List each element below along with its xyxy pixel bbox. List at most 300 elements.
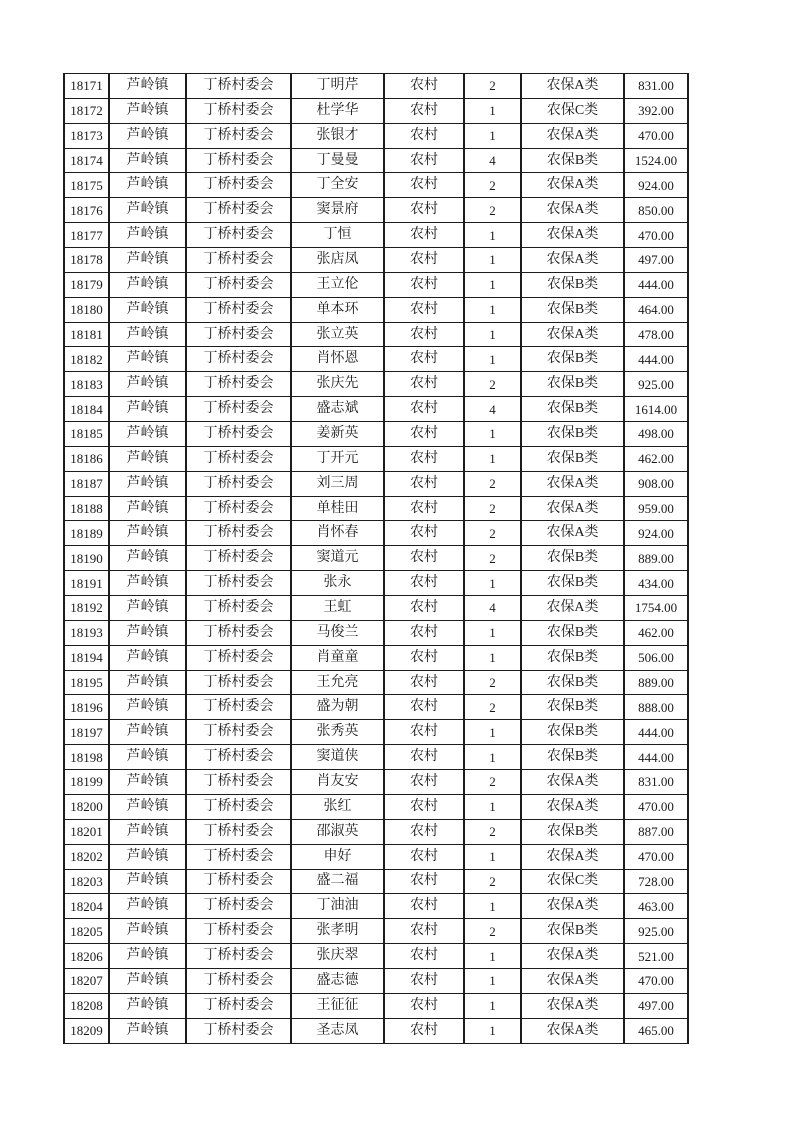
cell-village: 丁桥村委会 xyxy=(186,620,291,645)
cell-id: 18197 xyxy=(64,720,109,745)
table-row xyxy=(64,397,688,422)
cell-name: 张孝明 xyxy=(291,919,384,944)
cell-amount: 497.00 xyxy=(624,993,688,1018)
table-row xyxy=(64,422,688,447)
cell-amount: 1754.00 xyxy=(624,596,688,621)
cell-type: 农村 xyxy=(384,794,464,819)
cell-name: 马俊兰 xyxy=(291,620,384,645)
cell-name: 姜新英 xyxy=(291,422,384,447)
cell-id: 18190 xyxy=(64,546,109,571)
table-row xyxy=(64,347,688,372)
table-row xyxy=(64,198,688,223)
cell-id: 18193 xyxy=(64,620,109,645)
cell-amount: 462.00 xyxy=(624,620,688,645)
cell-id: 18191 xyxy=(64,571,109,596)
cell-type: 农村 xyxy=(384,596,464,621)
cell-name: 张立英 xyxy=(291,322,384,347)
cell-type: 农村 xyxy=(384,695,464,720)
cell-amount: 831.00 xyxy=(624,770,688,795)
table-row xyxy=(64,297,688,322)
cell-type: 农村 xyxy=(384,297,464,322)
cell-town: 芦岭镇 xyxy=(109,944,186,969)
cell-name: 王虹 xyxy=(291,596,384,621)
cell-town: 芦岭镇 xyxy=(109,794,186,819)
cell-village: 丁桥村委会 xyxy=(186,944,291,969)
table-row xyxy=(64,645,688,670)
cell-amount: 889.00 xyxy=(624,670,688,695)
cell-type: 农村 xyxy=(384,173,464,198)
table-row xyxy=(64,123,688,148)
cell-town: 芦岭镇 xyxy=(109,74,186,99)
cell-town: 芦岭镇 xyxy=(109,745,186,770)
cell-name: 丁开元 xyxy=(291,446,384,471)
cell-category: 农保C类 xyxy=(521,98,624,123)
cell-village: 丁桥村委会 xyxy=(186,198,291,223)
cell-town: 芦岭镇 xyxy=(109,571,186,596)
cell-id: 18194 xyxy=(64,645,109,670)
table-row xyxy=(64,496,688,521)
cell-id: 18171 xyxy=(64,74,109,99)
cell-town: 芦岭镇 xyxy=(109,347,186,372)
cell-id: 18198 xyxy=(64,745,109,770)
cell-category: 农保A类 xyxy=(521,198,624,223)
cell-town: 芦岭镇 xyxy=(109,819,186,844)
cell-amount: 924.00 xyxy=(624,173,688,198)
table-row xyxy=(64,695,688,720)
cell-id: 18206 xyxy=(64,944,109,969)
cell-id: 18196 xyxy=(64,695,109,720)
cell-count: 1 xyxy=(464,347,521,372)
cell-type: 农村 xyxy=(384,670,464,695)
cell-town: 芦岭镇 xyxy=(109,297,186,322)
table-row xyxy=(64,521,688,546)
cell-name: 窦道元 xyxy=(291,546,384,571)
table-row xyxy=(64,720,688,745)
cell-id: 18205 xyxy=(64,919,109,944)
cell-type: 农村 xyxy=(384,894,464,919)
cell-town: 芦岭镇 xyxy=(109,720,186,745)
cell-name: 丁曼曼 xyxy=(291,148,384,173)
cell-amount: 497.00 xyxy=(624,248,688,273)
cell-count: 1 xyxy=(464,422,521,447)
cell-id: 18200 xyxy=(64,794,109,819)
cell-type: 农村 xyxy=(384,869,464,894)
cell-category: 农保A类 xyxy=(521,968,624,993)
cell-id: 18185 xyxy=(64,422,109,447)
cell-category: 农保A类 xyxy=(521,223,624,248)
table-row xyxy=(64,894,688,919)
cell-category: 农保B类 xyxy=(521,645,624,670)
cell-type: 农村 xyxy=(384,148,464,173)
cell-name: 张庆翠 xyxy=(291,944,384,969)
cell-amount: 925.00 xyxy=(624,919,688,944)
cell-id: 18195 xyxy=(64,670,109,695)
cell-amount: 924.00 xyxy=(624,521,688,546)
cell-village: 丁桥村委会 xyxy=(186,993,291,1018)
cell-village: 丁桥村委会 xyxy=(186,745,291,770)
cell-village: 丁桥村委会 xyxy=(186,272,291,297)
table-row xyxy=(64,446,688,471)
cell-type: 农村 xyxy=(384,968,464,993)
table-row xyxy=(64,471,688,496)
cell-category: 农保B类 xyxy=(521,670,624,695)
table-row xyxy=(64,272,688,297)
cell-town: 芦岭镇 xyxy=(109,198,186,223)
cell-village: 丁桥村委会 xyxy=(186,123,291,148)
cell-count: 1 xyxy=(464,248,521,273)
table-row xyxy=(64,74,688,99)
cell-village: 丁桥村委会 xyxy=(186,322,291,347)
cell-count: 1 xyxy=(464,645,521,670)
cell-count: 2 xyxy=(464,546,521,571)
cell-type: 农村 xyxy=(384,620,464,645)
cell-town: 芦岭镇 xyxy=(109,372,186,397)
cell-category: 农保B类 xyxy=(521,695,624,720)
cell-category: 农保B类 xyxy=(521,422,624,447)
cell-amount: 521.00 xyxy=(624,944,688,969)
cell-id: 18208 xyxy=(64,993,109,1018)
cell-id: 18173 xyxy=(64,123,109,148)
cell-id: 18201 xyxy=(64,819,109,844)
cell-town: 芦岭镇 xyxy=(109,645,186,670)
table-row xyxy=(64,944,688,969)
table-row xyxy=(64,372,688,397)
cell-amount: 908.00 xyxy=(624,471,688,496)
cell-village: 丁桥村委会 xyxy=(186,521,291,546)
table-row xyxy=(64,98,688,123)
cell-count: 1 xyxy=(464,322,521,347)
cell-village: 丁桥村委会 xyxy=(186,670,291,695)
cell-amount: 888.00 xyxy=(624,695,688,720)
cell-name: 肖怀春 xyxy=(291,521,384,546)
cell-count: 2 xyxy=(464,695,521,720)
cell-amount: 444.00 xyxy=(624,745,688,770)
cell-count: 2 xyxy=(464,521,521,546)
cell-town: 芦岭镇 xyxy=(109,148,186,173)
cell-name: 盛志德 xyxy=(291,968,384,993)
cell-category: 农保B类 xyxy=(521,272,624,297)
cell-town: 芦岭镇 xyxy=(109,1018,186,1043)
cell-amount: 463.00 xyxy=(624,894,688,919)
cell-count: 1 xyxy=(464,98,521,123)
cell-id: 18189 xyxy=(64,521,109,546)
cell-category: 农保A类 xyxy=(521,123,624,148)
cell-type: 农村 xyxy=(384,74,464,99)
cell-count: 2 xyxy=(464,198,521,223)
cell-type: 农村 xyxy=(384,123,464,148)
cell-category: 农保B类 xyxy=(521,745,624,770)
cell-type: 农村 xyxy=(384,1018,464,1043)
cell-amount: 470.00 xyxy=(624,223,688,248)
cell-name: 申好 xyxy=(291,844,384,869)
cell-category: 农保B类 xyxy=(521,446,624,471)
cell-name: 丁全安 xyxy=(291,173,384,198)
cell-amount: 1524.00 xyxy=(624,148,688,173)
cell-amount: 728.00 xyxy=(624,869,688,894)
cell-id: 18174 xyxy=(64,148,109,173)
records-table-body xyxy=(64,74,688,1044)
cell-type: 农村 xyxy=(384,521,464,546)
cell-amount: 470.00 xyxy=(624,794,688,819)
cell-town: 芦岭镇 xyxy=(109,620,186,645)
cell-category: 农保A类 xyxy=(521,844,624,869)
cell-village: 丁桥村委会 xyxy=(186,347,291,372)
table-row xyxy=(64,968,688,993)
cell-town: 芦岭镇 xyxy=(109,993,186,1018)
table-row xyxy=(64,620,688,645)
cell-village: 丁桥村委会 xyxy=(186,645,291,670)
cell-town: 芦岭镇 xyxy=(109,397,186,422)
cell-category: 农保A类 xyxy=(521,173,624,198)
cell-count: 1 xyxy=(464,446,521,471)
cell-amount: 887.00 xyxy=(624,819,688,844)
table-row xyxy=(64,248,688,273)
cell-count: 1 xyxy=(464,571,521,596)
cell-type: 农村 xyxy=(384,248,464,273)
cell-amount: 464.00 xyxy=(624,297,688,322)
cell-category: 农保B类 xyxy=(521,297,624,322)
cell-category: 农保B类 xyxy=(521,571,624,596)
cell-name: 王允亮 xyxy=(291,670,384,695)
cell-town: 芦岭镇 xyxy=(109,670,186,695)
cell-amount: 444.00 xyxy=(624,347,688,372)
cell-id: 18183 xyxy=(64,372,109,397)
cell-name: 张秀英 xyxy=(291,720,384,745)
cell-village: 丁桥村委会 xyxy=(186,571,291,596)
cell-count: 1 xyxy=(464,720,521,745)
cell-count: 1 xyxy=(464,745,521,770)
cell-name: 丁明芹 xyxy=(291,74,384,99)
cell-name: 盛志斌 xyxy=(291,397,384,422)
cell-count: 1 xyxy=(464,123,521,148)
cell-town: 芦岭镇 xyxy=(109,446,186,471)
cell-village: 丁桥村委会 xyxy=(186,546,291,571)
cell-id: 18188 xyxy=(64,496,109,521)
cell-village: 丁桥村委会 xyxy=(186,770,291,795)
cell-category: 农保A类 xyxy=(521,74,624,99)
table-row xyxy=(64,745,688,770)
cell-amount: 498.00 xyxy=(624,422,688,447)
cell-village: 丁桥村委会 xyxy=(186,968,291,993)
cell-category: 农保A类 xyxy=(521,894,624,919)
cell-village: 丁桥村委会 xyxy=(186,98,291,123)
cell-type: 农村 xyxy=(384,819,464,844)
cell-town: 芦岭镇 xyxy=(109,894,186,919)
cell-village: 丁桥村委会 xyxy=(186,74,291,99)
cell-count: 2 xyxy=(464,74,521,99)
cell-id: 18184 xyxy=(64,397,109,422)
table-row xyxy=(64,223,688,248)
table-row xyxy=(64,596,688,621)
cell-type: 农村 xyxy=(384,198,464,223)
cell-type: 农村 xyxy=(384,645,464,670)
cell-village: 丁桥村委会 xyxy=(186,919,291,944)
cell-name: 窦景府 xyxy=(291,198,384,223)
cell-id: 18187 xyxy=(64,471,109,496)
cell-count: 2 xyxy=(464,173,521,198)
cell-id: 18172 xyxy=(64,98,109,123)
cell-village: 丁桥村委会 xyxy=(186,596,291,621)
cell-name: 张庆先 xyxy=(291,372,384,397)
cell-count: 1 xyxy=(464,1018,521,1043)
cell-town: 芦岭镇 xyxy=(109,695,186,720)
cell-id: 18176 xyxy=(64,198,109,223)
cell-amount: 465.00 xyxy=(624,1018,688,1043)
cell-village: 丁桥村委会 xyxy=(186,422,291,447)
table-row xyxy=(64,670,688,695)
cell-town: 芦岭镇 xyxy=(109,422,186,447)
cell-amount: 889.00 xyxy=(624,546,688,571)
cell-amount: 470.00 xyxy=(624,123,688,148)
cell-count: 4 xyxy=(464,148,521,173)
cell-village: 丁桥村委会 xyxy=(186,372,291,397)
cell-type: 农村 xyxy=(384,471,464,496)
cell-amount: 925.00 xyxy=(624,372,688,397)
table-row xyxy=(64,919,688,944)
table-row xyxy=(64,148,688,173)
cell-id: 18178 xyxy=(64,248,109,273)
cell-count: 2 xyxy=(464,919,521,944)
cell-town: 芦岭镇 xyxy=(109,596,186,621)
cell-type: 农村 xyxy=(384,919,464,944)
cell-count: 2 xyxy=(464,471,521,496)
cell-id: 18186 xyxy=(64,446,109,471)
cell-type: 农村 xyxy=(384,223,464,248)
cell-name: 张银才 xyxy=(291,123,384,148)
cell-count: 2 xyxy=(464,819,521,844)
cell-town: 芦岭镇 xyxy=(109,248,186,273)
cell-name: 盛二福 xyxy=(291,869,384,894)
cell-village: 丁桥村委会 xyxy=(186,297,291,322)
cell-type: 农村 xyxy=(384,944,464,969)
cell-name: 张永 xyxy=(291,571,384,596)
cell-town: 芦岭镇 xyxy=(109,770,186,795)
cell-amount: 506.00 xyxy=(624,645,688,670)
cell-count: 2 xyxy=(464,372,521,397)
cell-category: 农保B类 xyxy=(521,347,624,372)
cell-category: 农保A类 xyxy=(521,1018,624,1043)
cell-type: 农村 xyxy=(384,993,464,1018)
cell-count: 1 xyxy=(464,272,521,297)
cell-name: 肖怀恩 xyxy=(291,347,384,372)
cell-amount: 444.00 xyxy=(624,720,688,745)
cell-village: 丁桥村委会 xyxy=(186,1018,291,1043)
cell-type: 农村 xyxy=(384,446,464,471)
cell-type: 农村 xyxy=(384,422,464,447)
cell-village: 丁桥村委会 xyxy=(186,695,291,720)
cell-village: 丁桥村委会 xyxy=(186,223,291,248)
table-row xyxy=(64,1018,688,1043)
cell-town: 芦岭镇 xyxy=(109,844,186,869)
cell-name: 单本环 xyxy=(291,297,384,322)
cell-type: 农村 xyxy=(384,372,464,397)
cell-category: 农保B类 xyxy=(521,397,624,422)
cell-amount: 470.00 xyxy=(624,968,688,993)
cell-count: 2 xyxy=(464,496,521,521)
cell-id: 18209 xyxy=(64,1018,109,1043)
cell-type: 农村 xyxy=(384,770,464,795)
cell-village: 丁桥村委会 xyxy=(186,819,291,844)
cell-type: 农村 xyxy=(384,322,464,347)
cell-id: 18203 xyxy=(64,869,109,894)
cell-amount: 1614.00 xyxy=(624,397,688,422)
table-row xyxy=(64,993,688,1018)
cell-amount: 831.00 xyxy=(624,74,688,99)
cell-village: 丁桥村委会 xyxy=(186,496,291,521)
cell-count: 2 xyxy=(464,770,521,795)
cell-town: 芦岭镇 xyxy=(109,98,186,123)
cell-id: 18202 xyxy=(64,844,109,869)
cell-town: 芦岭镇 xyxy=(109,173,186,198)
table-row xyxy=(64,322,688,347)
cell-id: 18192 xyxy=(64,596,109,621)
cell-village: 丁桥村委会 xyxy=(186,894,291,919)
cell-name: 邵淑英 xyxy=(291,819,384,844)
cell-count: 1 xyxy=(464,894,521,919)
benefits-records-table xyxy=(63,73,689,1044)
cell-village: 丁桥村委会 xyxy=(186,397,291,422)
table-row xyxy=(64,770,688,795)
cell-category: 农保B类 xyxy=(521,720,624,745)
cell-town: 芦岭镇 xyxy=(109,869,186,894)
cell-amount: 462.00 xyxy=(624,446,688,471)
cell-id: 18181 xyxy=(64,322,109,347)
cell-id: 18175 xyxy=(64,173,109,198)
cell-type: 农村 xyxy=(384,571,464,596)
cell-town: 芦岭镇 xyxy=(109,471,186,496)
cell-town: 芦岭镇 xyxy=(109,322,186,347)
cell-name: 肖童童 xyxy=(291,645,384,670)
cell-category: 农保A类 xyxy=(521,794,624,819)
cell-amount: 392.00 xyxy=(624,98,688,123)
cell-category: 农保B类 xyxy=(521,919,624,944)
cell-village: 丁桥村委会 xyxy=(186,471,291,496)
cell-town: 芦岭镇 xyxy=(109,968,186,993)
cell-count: 1 xyxy=(464,620,521,645)
cell-name: 圣志凤 xyxy=(291,1018,384,1043)
cell-id: 18204 xyxy=(64,894,109,919)
cell-type: 农村 xyxy=(384,397,464,422)
cell-category: 农保A类 xyxy=(521,248,624,273)
cell-town: 芦岭镇 xyxy=(109,919,186,944)
cell-category: 农保A类 xyxy=(521,521,624,546)
cell-name: 丁油油 xyxy=(291,894,384,919)
cell-amount: 478.00 xyxy=(624,322,688,347)
cell-category: 农保A类 xyxy=(521,993,624,1018)
cell-type: 农村 xyxy=(384,496,464,521)
cell-town: 芦岭镇 xyxy=(109,123,186,148)
cell-town: 芦岭镇 xyxy=(109,496,186,521)
cell-id: 18177 xyxy=(64,223,109,248)
cell-count: 1 xyxy=(464,223,521,248)
cell-name: 丁恒 xyxy=(291,223,384,248)
cell-amount: 850.00 xyxy=(624,198,688,223)
cell-category: 农保B类 xyxy=(521,148,624,173)
cell-village: 丁桥村委会 xyxy=(186,446,291,471)
cell-type: 农村 xyxy=(384,347,464,372)
cell-count: 1 xyxy=(464,297,521,322)
cell-id: 18182 xyxy=(64,347,109,372)
cell-town: 芦岭镇 xyxy=(109,272,186,297)
table-row xyxy=(64,794,688,819)
cell-count: 1 xyxy=(464,794,521,819)
cell-category: 农保B类 xyxy=(521,819,624,844)
cell-town: 芦岭镇 xyxy=(109,546,186,571)
cell-count: 4 xyxy=(464,596,521,621)
cell-name: 肖友安 xyxy=(291,770,384,795)
cell-count: 1 xyxy=(464,944,521,969)
cell-name: 盛为朝 xyxy=(291,695,384,720)
